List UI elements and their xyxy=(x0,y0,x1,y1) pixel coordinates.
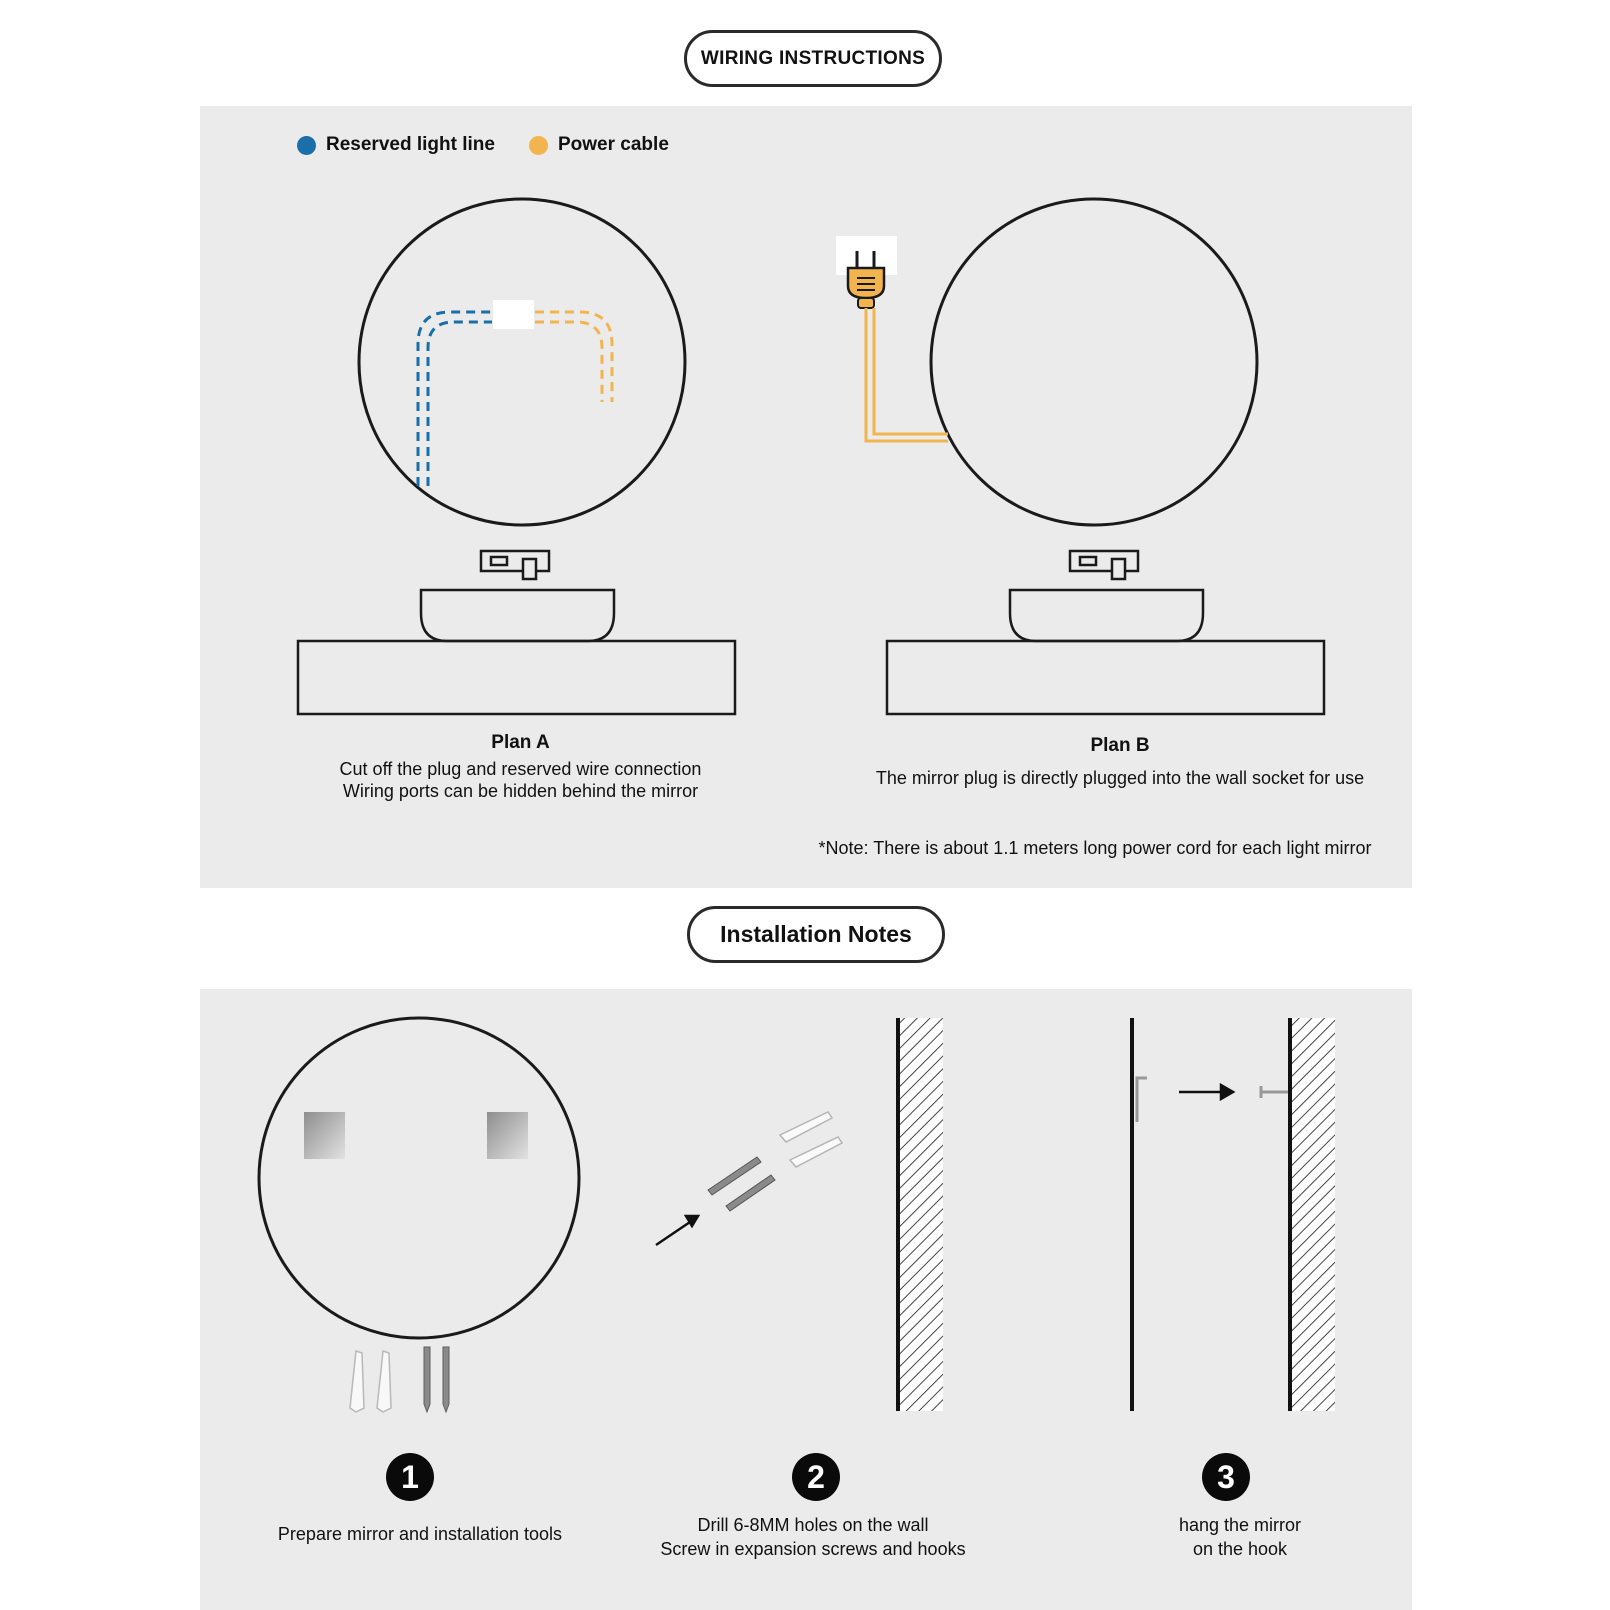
wall-hook-icon xyxy=(1261,1086,1289,1098)
plan-a-title: Plan A xyxy=(491,732,550,753)
legend-label: Reserved light line xyxy=(326,134,495,155)
step-2-badge: 2 xyxy=(792,1453,840,1501)
step-2-illustration xyxy=(656,1018,943,1411)
vanity-cabinet xyxy=(298,641,735,714)
vanity-cabinet xyxy=(887,641,1324,714)
wiring-instructions-title: WIRING INSTRUCTIONS xyxy=(684,30,942,87)
step-3-illustration xyxy=(1132,1018,1335,1411)
step-2-line-2: Screw in expansion screws and hooks xyxy=(660,1539,966,1559)
wire-connector xyxy=(493,300,534,329)
legend-label: Power cable xyxy=(558,134,669,155)
power-cord-note: *Note: There is about 1.1 meters long power cord for each light mirror xyxy=(818,838,1372,858)
screws xyxy=(708,1157,775,1211)
plan-a-illustration xyxy=(298,199,735,714)
plan-a-line-2: Wiring ports can be hidden behind the mirror xyxy=(342,781,699,801)
step-1-badge: 1 xyxy=(386,1453,434,1501)
power-cable-dashed xyxy=(535,312,612,402)
wall-anchors xyxy=(780,1112,842,1167)
sink-basin xyxy=(1010,590,1203,641)
step-1-caption xyxy=(240,1522,600,1546)
arrow-icon xyxy=(1179,1085,1233,1099)
plan-b-illustration xyxy=(836,199,1324,714)
mirror-hook-icon xyxy=(1137,1078,1147,1122)
step-1-illustration xyxy=(259,1018,579,1412)
step-1-line-1: Prepare mirror and installation tools xyxy=(277,1524,563,1544)
plan-b-line-1: The mirror plug is directly plugged into the wall socket for use xyxy=(875,768,1365,788)
step-3-badge: 3 xyxy=(1202,1453,1250,1501)
wall-hatched xyxy=(899,1018,943,1411)
plan-b-mirror xyxy=(931,199,1257,525)
wall-anchors xyxy=(350,1351,391,1412)
round-mirror-back xyxy=(259,1018,579,1338)
hanging-bracket-left xyxy=(304,1112,345,1159)
faucet-icon xyxy=(1070,551,1138,579)
step-3-line-2: on the hook xyxy=(1192,1539,1288,1559)
plan-b-caption xyxy=(820,735,1420,789)
faucet-icon xyxy=(481,551,549,579)
step-3-line-1: hang the mirror xyxy=(1178,1515,1302,1535)
sink-basin xyxy=(421,590,614,641)
plan-a-line-1: Cut off the plug and reserved wire connection xyxy=(339,759,702,779)
reserved-light-line xyxy=(418,312,492,486)
plan-a-mirror xyxy=(359,199,685,525)
screws xyxy=(424,1347,449,1412)
step-2-line-1: Drill 6-8MM holes on the wall xyxy=(697,1515,929,1535)
plan-b-title: Plan B xyxy=(1090,735,1150,756)
wall-hatched xyxy=(1291,1018,1335,1411)
step-3-caption xyxy=(1120,1513,1360,1561)
installation-notes-title: Installation Notes xyxy=(687,906,945,963)
arrow-icon xyxy=(656,1216,698,1245)
hanging-bracket-right xyxy=(487,1112,528,1159)
step-2-caption xyxy=(613,1513,1013,1561)
plan-a-caption xyxy=(302,732,739,802)
